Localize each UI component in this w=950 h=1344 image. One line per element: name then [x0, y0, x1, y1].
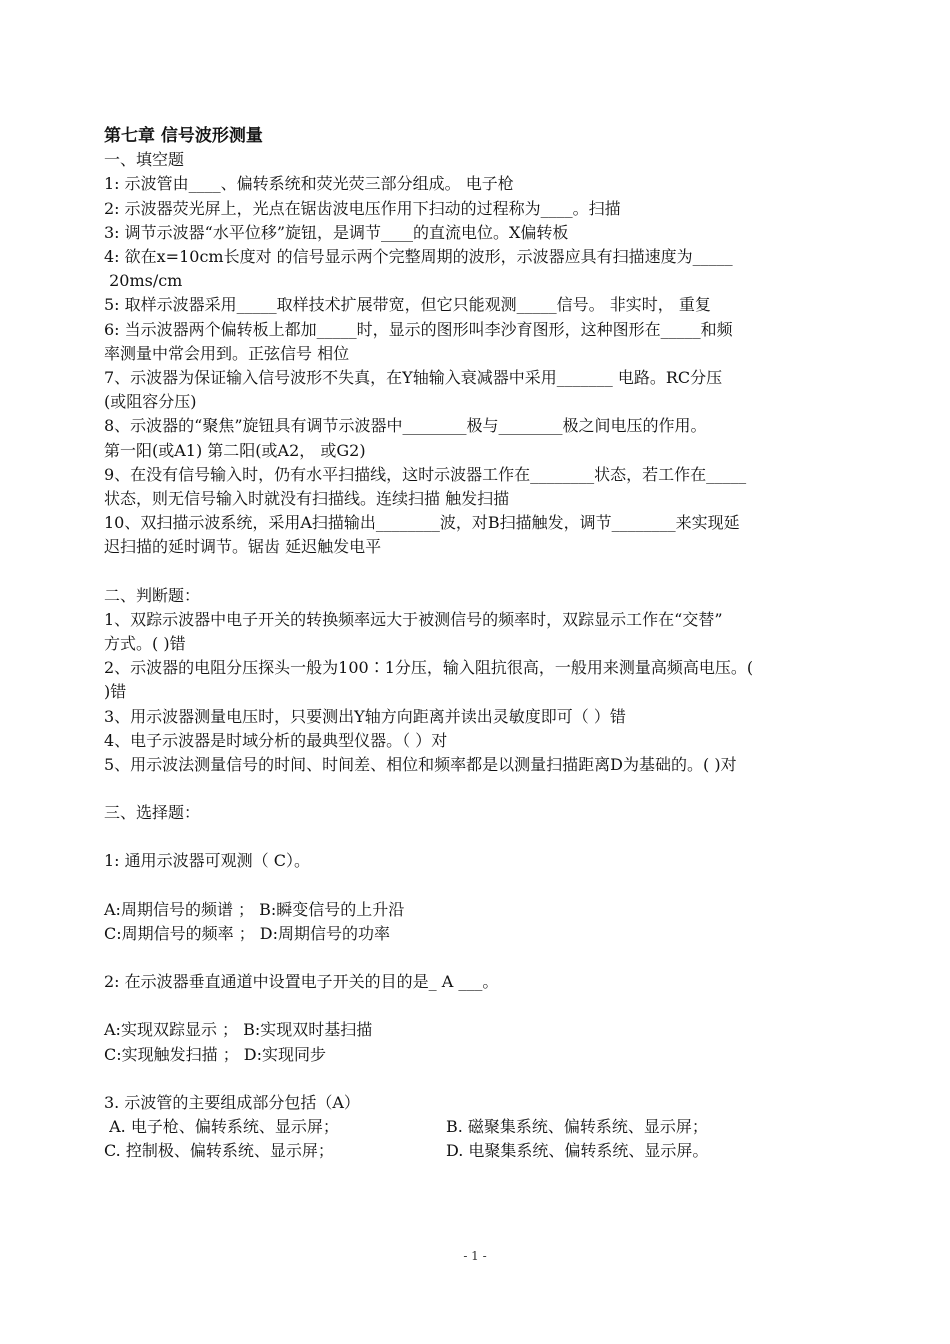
section-choice-heading: 三、选择题：	[104, 803, 201, 823]
spacer	[104, 825, 848, 849]
fill-line: 9、在没有信号输入时，仍有水平扫描线，这时示波器工作在________状态，若工作在_____	[104, 464, 747, 484]
question-3-option-b: B. 磁聚集系统、偏转系统、显示屏；	[446, 1116, 708, 1136]
spacer	[104, 777, 848, 801]
spacer	[104, 874, 848, 898]
fill-line: 迟扫描的延时调节。锯齿 延迟触发电平	[104, 537, 382, 557]
fill-line: 第一阳(或A1) 第二阳(或A2， 或G2)	[104, 440, 366, 460]
spacer	[104, 946, 848, 970]
spacer	[104, 560, 848, 584]
fill-line: 7、示波器为保证输入信号波形不失真，在Y轴输入衰减器中采用_______ 电路。RC分压	[104, 368, 723, 388]
fill-line: 3: 调节示波器“水平位移”旋钮，是调节____的直流电位。X偏转板	[104, 222, 569, 242]
question-2-options-cd: C:实现触发扫描 ； D:实现同步	[104, 1044, 327, 1064]
chapter-title: 第七章 信号波形测量	[104, 126, 263, 146]
judge-line: )错	[104, 682, 127, 702]
question-3-stem: 3. 示波管的主要组成部分包括（A）	[104, 1092, 360, 1112]
question-3-option-c: C. 控制极、偏转系统、显示屏；	[104, 1141, 334, 1161]
question-3-options-row-1	[104, 1115, 848, 1139]
fill-line: 率测量中常会用到。正弦信号 相位	[104, 343, 350, 363]
question-3-options-row-2	[104, 1139, 848, 1163]
question-2-stem: 2: 在示波器垂直通道中设置电子开关的目的是_ A ___。	[104, 972, 499, 992]
section-judge-heading: 二、判断题：	[104, 585, 201, 605]
spacer	[104, 1067, 848, 1091]
fill-line: 状态，则无信号输入时就没有扫描线。连续扫描 触发扫描	[104, 489, 510, 509]
section-fill-heading: 一、填空题	[104, 150, 185, 170]
question-1-options-cd: C:周期信号的频率 ； D:周期信号的功率	[104, 923, 391, 943]
question-3-option-a: A. 电子枪、偏转系统、显示屏；	[104, 1116, 339, 1136]
judge-line: 方式。( )错	[104, 634, 186, 654]
judge-line: 3、用示波器测量电压时，只要测出Y轴方向距离并读出灵敏度即可（ ）错	[104, 706, 626, 726]
fill-line: 2: 示波器荧光屏上，光点在锯齿波电压作用下扫动的过程称为____。扫描	[104, 198, 621, 218]
document-body	[104, 124, 848, 1163]
fill-line: 20ms/cm	[104, 271, 183, 291]
question-1-stem: 1: 通用示波器可观测（ C）。	[104, 851, 310, 871]
judge-line: 2、示波器的电阻分压探头一般为100∶1分压，输入阻抗很高，一般用来测量高频高电压。(	[104, 658, 754, 678]
fill-line: 8、示波器的“聚焦”旋钮具有调节示波器中________极与________极之间电压的作用。	[104, 416, 707, 436]
fill-line: 4: 欲在x=10cm长度对 的信号显示两个完整周期的波形，示波器应具有扫描速度为_____	[104, 247, 733, 267]
fill-line: 10、双扫描示波系统，采用A扫描输出________波，对B扫描触发，调节________来实现延	[104, 513, 740, 533]
judge-line: 4、电子示波器是时域分析的最典型仪器。（ ）对	[104, 730, 448, 750]
fill-line: 6: 当示波器两个偏转板上都加_____时，显示的图形叫李沙育图形，这种图形在_____和频	[104, 319, 733, 339]
judge-line: 5、用示波法测量信号的时间、时间差、相位和频率都是以测量扫描距离D为基础的。( )对	[104, 755, 737, 775]
question-3-option-d: D. 电聚集系统、偏转系统、显示屏。	[446, 1141, 709, 1161]
spacer	[104, 994, 848, 1018]
question-2-options-ab: A:实现双踪显示 ； B:实现双时基扫描	[104, 1020, 373, 1040]
question-1-options-ab: A:周期信号的频谱 ； B:瞬变信号的上升沿	[104, 899, 405, 919]
fill-line: 1: 示波管由____、偏转系统和荧光荧三部分组成。 电子枪	[104, 174, 514, 194]
judge-line: 1、双踪示波器中电子开关的转换频率远大于被测信号的频率时，双踪显示工作在“交替”	[104, 609, 723, 629]
fill-line: (或阻容分压)	[104, 392, 197, 412]
fill-line: 5: 取样示波器采用_____取样技术扩展带宽，但它只能观测_____信号。 非实时， 重复	[104, 295, 711, 315]
page-number: - 1 -	[463, 1249, 487, 1263]
